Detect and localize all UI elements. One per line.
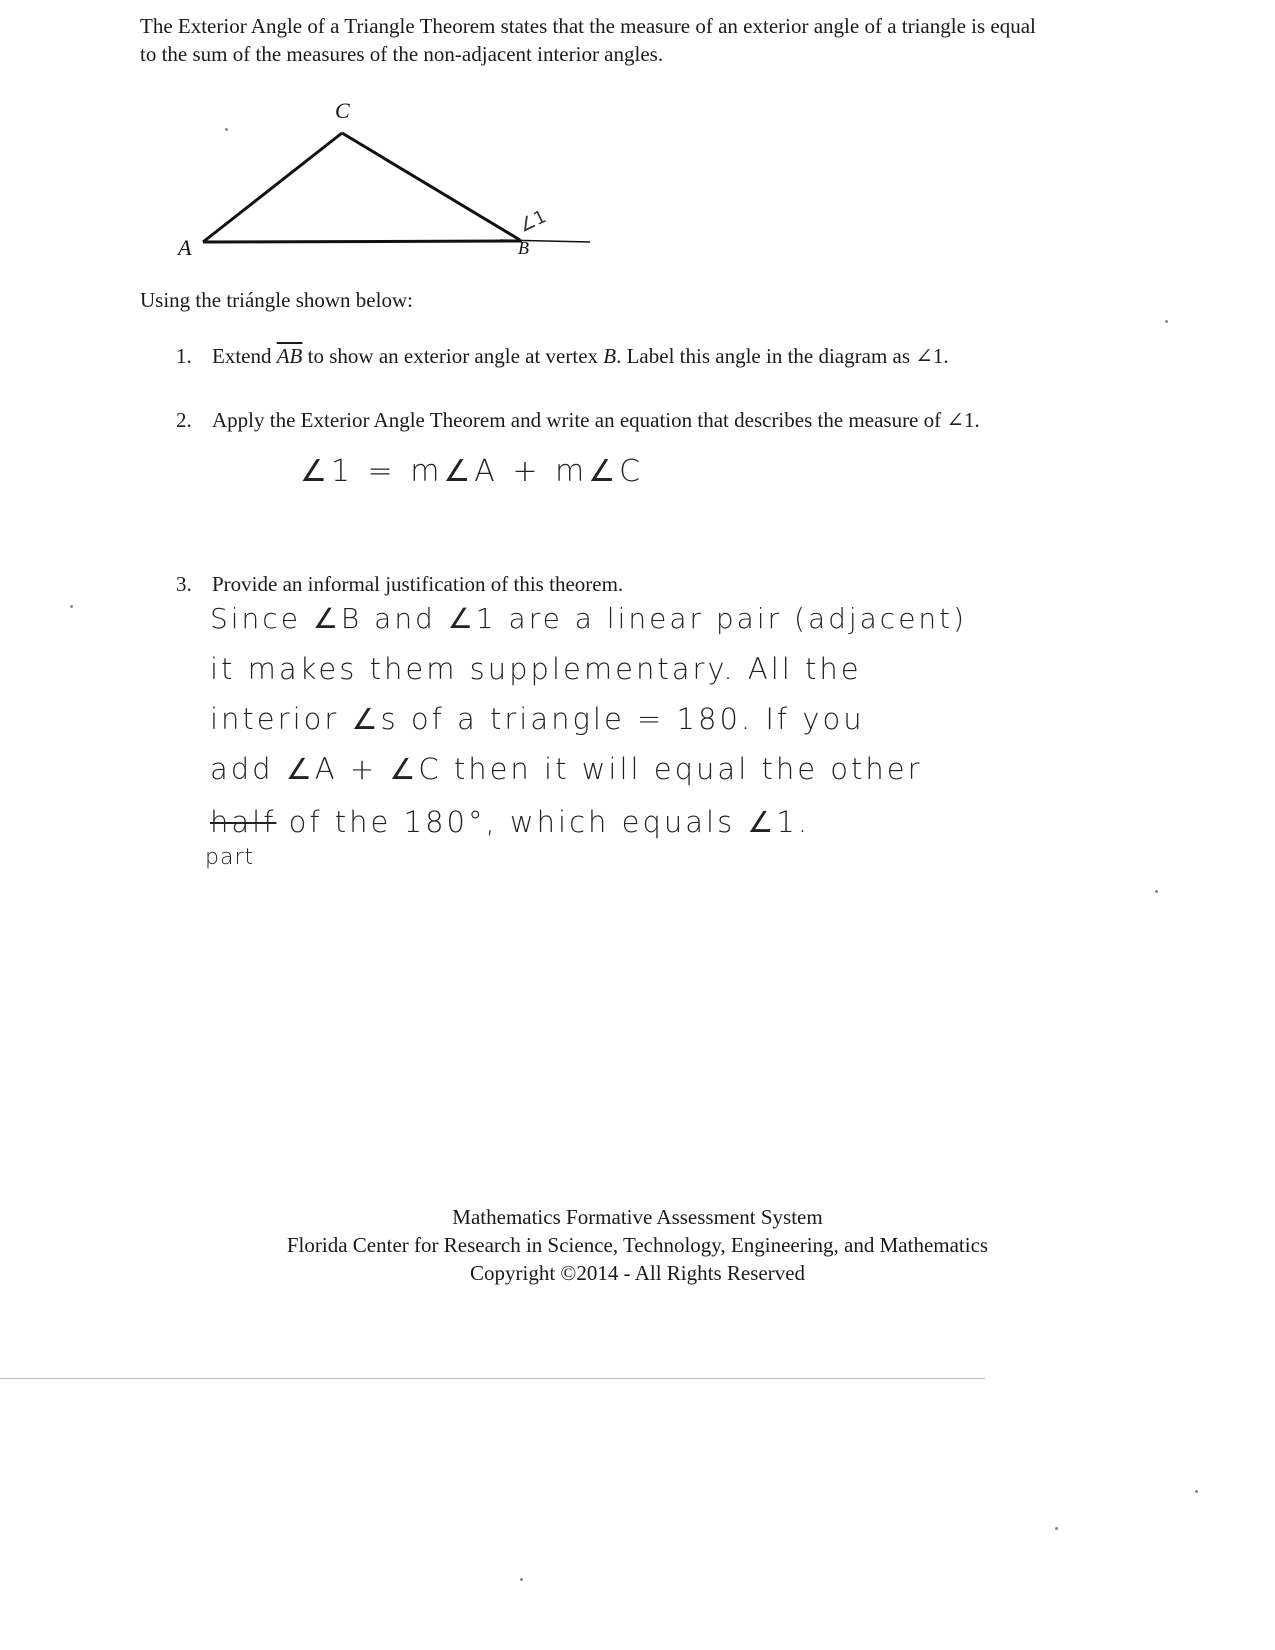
scan-speck	[70, 605, 73, 608]
footer-line-1: Mathematics Formative Assessment System	[452, 1205, 823, 1229]
segment-label: $\overline{AB}$	[276, 344, 303, 368]
instructions-prompt: Using the triángle shown below:	[140, 288, 413, 312]
question-text: Apply the Exterior Angle Theorem and write an equation that describes the measure of ∠1.	[212, 408, 980, 432]
side-ab	[203, 241, 522, 242]
justification-line-5	[210, 805, 810, 839]
scan-edge-line	[0, 1378, 985, 1379]
question-3	[176, 571, 1052, 598]
footer-line-3: Copyright ©2014 - All Rights Reserved	[469, 1261, 806, 1285]
question-2	[176, 407, 1052, 434]
question-text	[212, 343, 1052, 370]
answer-equation: ∠1 = m∠A + m∠C	[300, 454, 645, 489]
scan-speck	[1055, 1527, 1058, 1530]
question-text-part: Extend	[212, 344, 277, 368]
justification-line-3: interior ∠s of a triangle = 180. If you	[210, 702, 865, 736]
footer-line-2: Florida Center for Research in Science, Technology, Engineering, and Mathematics	[286, 1233, 989, 1257]
scan-speck	[1155, 890, 1158, 893]
scan-speck	[520, 1578, 523, 1581]
question-number: 3.	[176, 572, 192, 596]
side-ac	[203, 133, 342, 242]
vertex-label-a: A	[178, 235, 192, 260]
triangle-diagram	[170, 90, 620, 270]
vertex-label-b: B	[518, 238, 529, 258]
struck-word: half	[210, 805, 277, 839]
footer	[0, 1203, 1275, 1287]
vertex-name: B	[603, 344, 617, 368]
vertex-label-c: C	[335, 98, 350, 123]
handwritten-angle-label: ∠1	[515, 206, 550, 237]
question-text: Provide an informal justification of this theorem.	[212, 572, 624, 596]
question-text-part: . Label this angle in the diagram as ∠1.	[616, 344, 949, 368]
question-number: 1.	[176, 344, 192, 368]
justification-text: of the 180°, which equals ∠1.	[276, 805, 811, 839]
question-number: 2.	[176, 408, 192, 432]
side-cb	[342, 133, 520, 240]
justification-line-4: add ∠A + ∠C then it will equal the other	[210, 752, 923, 786]
scan-speck	[225, 128, 228, 131]
justification-line-2: it makes them supplementary. All the	[210, 652, 862, 686]
question-1	[176, 343, 1052, 370]
theorem-statement: The Exterior Angle of a Triangle Theorem states that the measure of an exterior angle of a triangle is equal to the sum of the measures of the non-adjacent interior angles.	[140, 14, 1036, 66]
justification-line-1: Since ∠B and ∠1 are a linear pair (adjacent)	[210, 602, 968, 635]
correction-word: part	[205, 845, 255, 870]
scan-speck	[1195, 1490, 1198, 1493]
scan-speck	[1165, 320, 1168, 323]
question-text-part: to show an exterior angle at vertex	[302, 344, 604, 368]
